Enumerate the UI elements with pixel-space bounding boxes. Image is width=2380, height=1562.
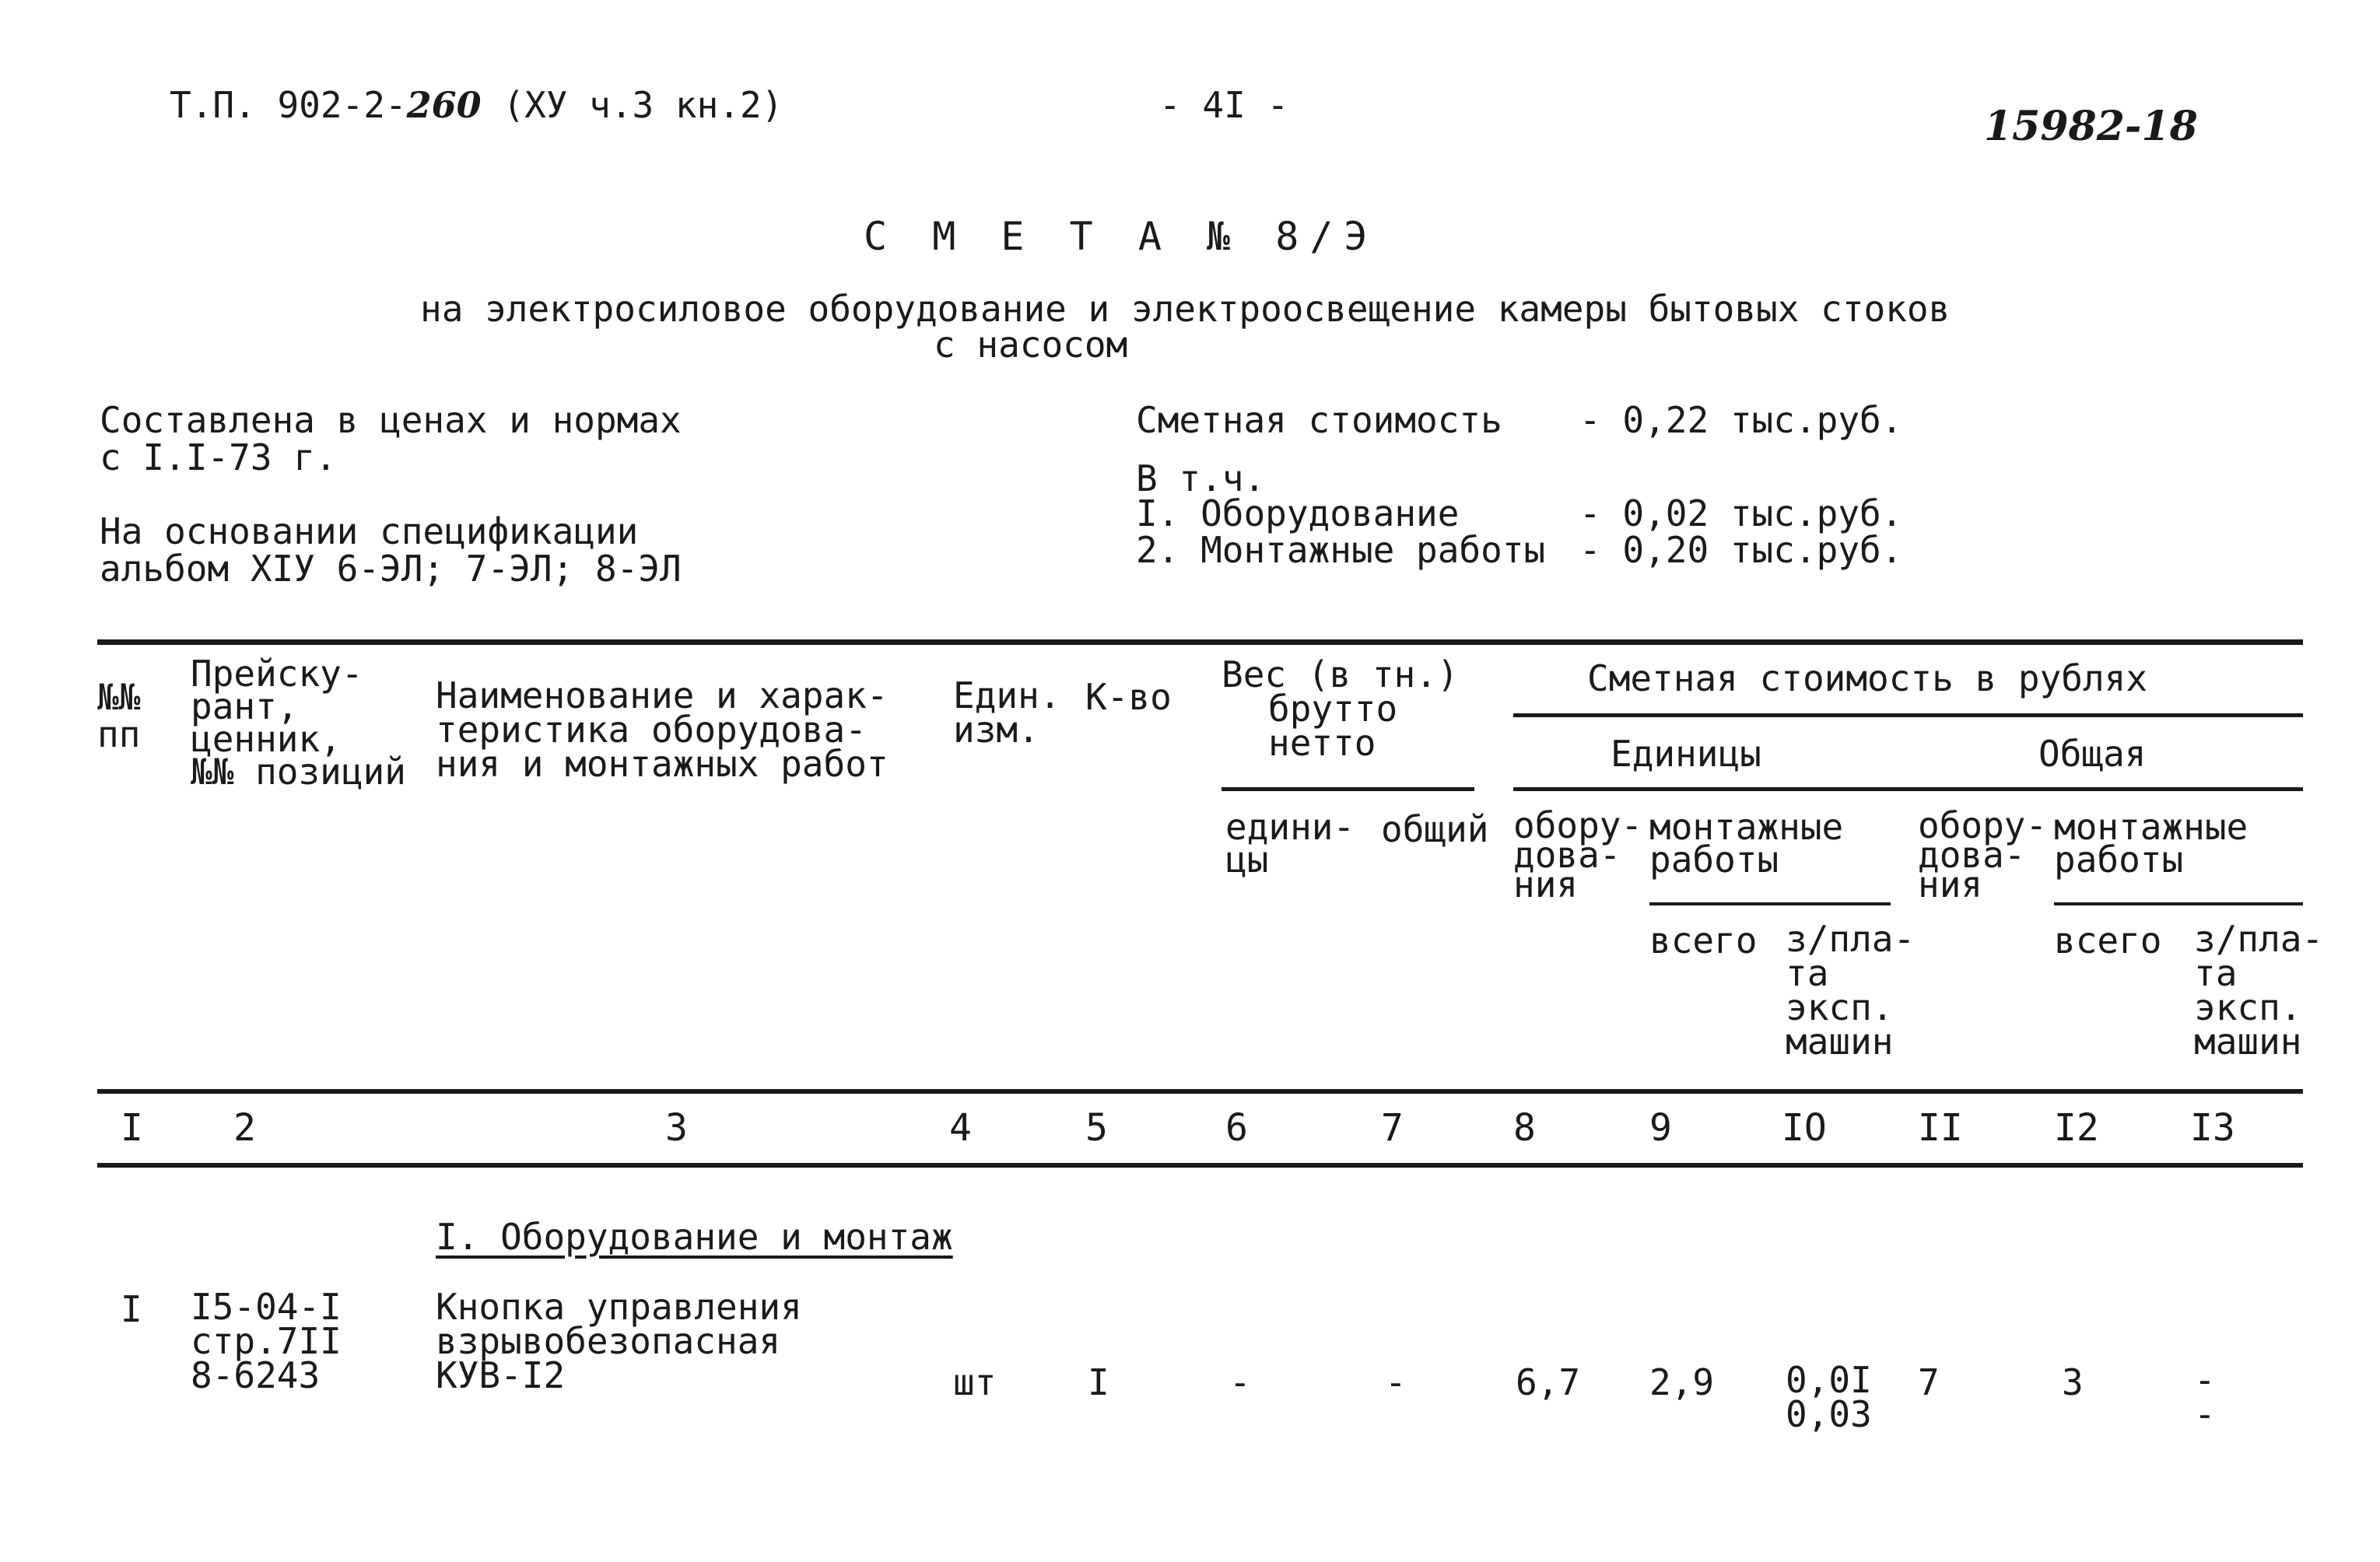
header-row-number: №№ пп (97, 676, 141, 755)
header-quantity: К-во (1085, 676, 1172, 718)
section-title-text: I. Оборудование и монтаж (436, 1216, 953, 1258)
row-description: Кнопка управления взрывобезопасная КУВ-I2 (436, 1286, 802, 1396)
row-weight-unit: - (1229, 1361, 1251, 1403)
row-unit: шт (953, 1361, 997, 1403)
mounting-cost-value: - 0,20 тыс.руб. (1579, 529, 1903, 571)
header-cost-total: Общая (2038, 733, 2147, 775)
total-mount-rule (2054, 902, 2303, 905)
header-bottom-rule (97, 1089, 2303, 1094)
subtitle-line-1: на электросиловое оборудование и электроосвещение камеры бытовых стоков (420, 288, 1951, 330)
price-basis-line-2: с I.I-73 г. (100, 436, 337, 478)
doc-ref-prefix: Т.П. 902-2- (170, 84, 407, 126)
column-number: I (121, 1106, 143, 1150)
document-reference (170, 86, 783, 124)
column-number: 8 (1513, 1106, 1536, 1150)
subtitle-line-2: с насосом (934, 324, 1128, 366)
row-unit-mount-wage: 0,0I 0,03 (1786, 1359, 1872, 1435)
header-total-mount-all: всего (2054, 919, 2162, 961)
header-unit-equipment: обору- дова- ния (1513, 804, 1643, 905)
header-weight: Вес (в тн.) брутто нетто (1222, 653, 1459, 764)
column-number: 5 (1085, 1106, 1108, 1150)
row-price-reference: I5-04-I стр.7II 8-6243 (191, 1286, 342, 1396)
page-title: С М Е Т А № 8/Э (864, 214, 1379, 259)
row-total-wage: - - (2194, 1359, 2216, 1435)
column-number: I2 (2054, 1106, 2099, 1150)
column-number: I3 (2190, 1106, 2235, 1150)
including-label: В т.ч. (1136, 457, 1266, 499)
weight-rule (1222, 787, 1474, 791)
cost-group-rule (1513, 713, 2303, 717)
equipment-cost-value: - 0,02 тыс.руб. (1579, 492, 1903, 534)
section-title (436, 1217, 953, 1256)
row-quantity: I (1088, 1361, 1109, 1403)
row-number: I (121, 1288, 142, 1330)
mounting-cost-label: 2. Монтажные работы (1136, 529, 1546, 571)
column-number: 9 (1649, 1106, 1672, 1150)
header-cost-group: Сметная стоимость в рублях (1587, 657, 2148, 699)
equipment-cost-label: I. Оборудование (1136, 492, 1460, 534)
row-weight-total: - (1385, 1361, 1407, 1403)
row-unit-equipment: 6,7 (1516, 1361, 1581, 1403)
column-number: 6 (1225, 1106, 1248, 1150)
column-number: 3 (665, 1106, 688, 1150)
archive-number: 15982-18 (1984, 103, 2198, 150)
column-number: IO (1782, 1106, 1827, 1150)
total-cost-value: - 0,22 тыс.руб. (1579, 399, 1903, 441)
header-unit-mount-wage: з/пла- та эксп. машин (1786, 918, 1916, 1063)
unit-mount-rule (1649, 902, 1891, 905)
specification-line-1: На основании спецификации (100, 510, 639, 552)
doc-ref-handwritten: 260 (406, 84, 482, 126)
page-number: - 4I - (1159, 84, 1289, 126)
header-cost-unit: Единицы (1611, 733, 1761, 775)
column-number-rule (97, 1163, 2303, 1168)
price-basis-line-1: Составлена в ценах и нормах (100, 399, 682, 441)
row-unit-mount-total: 2,9 (1649, 1361, 1715, 1403)
header-weight-unit: едини- цы (1225, 806, 1355, 881)
header-unit-mounting: монтажные работы (1649, 806, 1844, 881)
row-total-mount: 3 (2062, 1361, 2084, 1403)
header-description: Наименование и харак- теристика оборудова- ния и монтажных работ (436, 674, 889, 785)
doc-ref-suffix: (ХУ ч.3 кн.2) (503, 84, 783, 126)
header-price-list: Прейску- рант, ценник, №№ позиций (191, 653, 406, 793)
column-number: 2 (233, 1106, 256, 1150)
column-number: 4 (949, 1106, 972, 1150)
column-number: 7 (1381, 1106, 1404, 1150)
header-total-equipment: обору- дова- ния (1918, 804, 2048, 905)
total-cost-label: Сметная стоимость (1136, 399, 1502, 441)
header-total-mounting: монтажные работы (2054, 806, 2249, 881)
table-top-rule (97, 639, 2303, 645)
header-weight-total: общий (1381, 808, 1489, 850)
header-unit-mount-all: всего (1649, 919, 1758, 961)
header-total-mount-wage: з/пла- та эксп. машин (2194, 918, 2324, 1063)
column-number: II (1918, 1106, 1963, 1150)
specification-line-2: альбом ХIУ 6-ЭЛ; 7-ЭЛ; 8-ЭЛ (100, 548, 682, 590)
header-unit: Един. изм. (953, 674, 1061, 751)
cost-sub-rule (1513, 787, 2303, 791)
row-total-equipment: 7 (1918, 1361, 1940, 1403)
